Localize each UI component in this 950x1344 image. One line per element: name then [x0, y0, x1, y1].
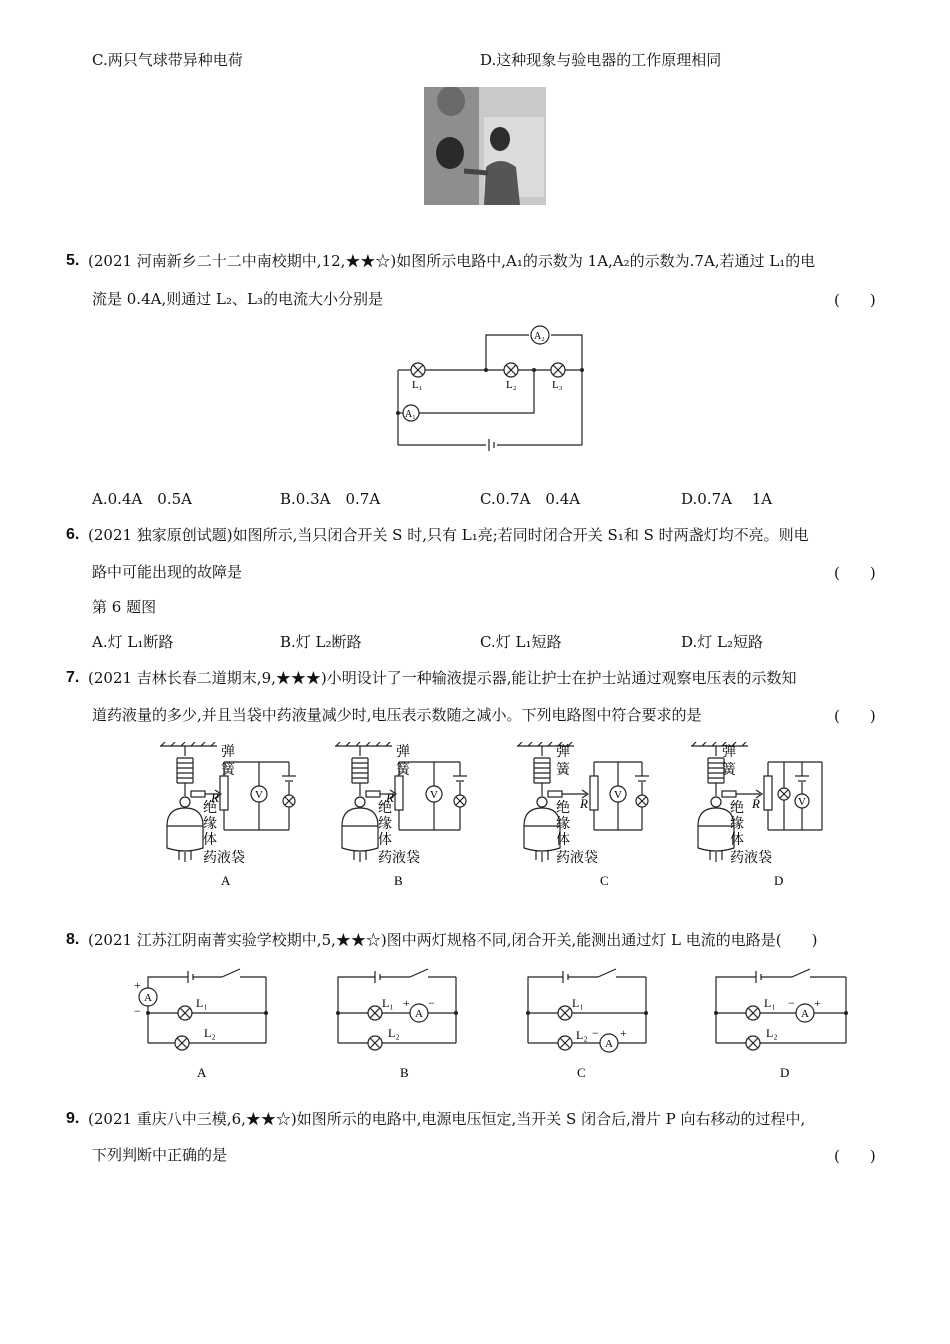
q6-figure-caption: 第 6 题图: [92, 598, 157, 616]
q8b-l1: L₁: [382, 996, 394, 1010]
q6-text-line2: 路中可能出现的故障是: [92, 563, 243, 581]
q6-text-line1: (2021 独家原创试题)如图所示,当只闭合开关 S 时,只有 L₁亮;若同时闭合开关 S₁和 S 时两盏灯均不亮。则电: [88, 526, 809, 544]
q5-option-d: D.0.7A 1A: [681, 490, 773, 508]
q7d-v: V: [798, 796, 806, 808]
q5-answer-paren: ( ): [834, 291, 876, 309]
q8c-plus: +: [620, 1026, 627, 1040]
q7b-ins1: 绝: [378, 801, 392, 816]
q5-label-l2: L₂: [506, 379, 517, 391]
q6-option-a: A.灯 L₁断路: [92, 633, 174, 651]
q7d-ins2: 缘: [730, 817, 744, 832]
q7d-bag: 药液袋: [730, 851, 772, 866]
q7d-ins3: 体: [730, 833, 744, 848]
q7a-ins2: 缘: [203, 817, 217, 832]
q7-text-line1: (2021 吉林长春二道期末,9,★★★)小明设计了一种输液提示器,能让护士在护士站通过观察电压表的示数知: [88, 669, 797, 687]
q8-figure-c: [520, 965, 655, 1083]
q7b-spring1: 弹: [396, 745, 410, 760]
q7-label-a: A: [221, 873, 231, 888]
q7a-ins3: 体: [203, 833, 217, 848]
q8c-ammeter: A: [605, 1038, 613, 1050]
q7-label-d: D: [774, 873, 784, 888]
q7b-spring2: 簧: [396, 763, 410, 778]
q8d-l2: L₂: [766, 1026, 778, 1040]
q7c-spring2: 簧: [556, 763, 570, 778]
q7-label-c: C: [600, 873, 609, 888]
q5-label-a1: A₁: [405, 409, 416, 420]
q7c-ins2: 缘: [556, 817, 570, 832]
q6-number: 6.: [66, 526, 80, 543]
q7a-spring2: 簧: [221, 763, 235, 778]
q7-figure-a: [155, 742, 310, 892]
q5-option-a: A.0.4A 0.5A: [92, 490, 192, 508]
q7c-bag: 药液袋: [556, 851, 598, 866]
q7c-ins1: 绝: [556, 801, 570, 816]
q8a-l1: L₁: [196, 996, 208, 1010]
q7-label-b: B: [394, 873, 403, 888]
q4-option-d: D.这种现象与验电器的工作原理相同: [480, 51, 722, 69]
q8-figure-a: [130, 965, 275, 1083]
q9-number: 9.: [66, 1110, 80, 1127]
q5-circuit-diagram: [385, 323, 590, 453]
q7-text-line2: 道药液量的多少,并且当袋中药液量减少时,电压表示数随之减小。下列电路图中符合要求的是: [92, 706, 702, 724]
q7-figure-b: [330, 742, 485, 892]
q7a-v: V: [255, 789, 263, 801]
q8b-l2: L₂: [388, 1026, 400, 1040]
q5-label-l1: L₁: [412, 379, 423, 391]
q8a-l2: L₂: [204, 1026, 216, 1040]
q8d-ammeter: A: [801, 1008, 809, 1020]
q7c-r: R: [580, 796, 588, 811]
q7d-r: R: [752, 796, 760, 811]
q9-answer-paren: ( ): [834, 1147, 876, 1165]
q8-label-b: B: [400, 1065, 409, 1080]
q5-option-b: B.0.3A 0.7A: [280, 490, 381, 508]
q8-label-a: A: [197, 1065, 207, 1080]
q6-option-c: C.灯 L₁短路: [480, 633, 562, 651]
q7a-bag: 药液袋: [203, 851, 245, 866]
q7-figure-c: [512, 742, 667, 892]
q8d-l1: L₁: [764, 996, 776, 1010]
q7b-ins2: 缘: [378, 817, 392, 832]
q8-figure-d: [708, 965, 853, 1083]
q8b-minus: −: [428, 996, 435, 1010]
q8c-minus: −: [592, 1026, 599, 1040]
q7-figure-d: [686, 742, 846, 892]
q6-option-d: D.灯 L₂短路: [681, 633, 764, 651]
q7-number: 7.: [66, 669, 80, 686]
q7d-spring1: 弹: [722, 745, 736, 760]
q5-option-c: C.0.7A 0.4A: [480, 490, 581, 508]
q8a-ammeter: A: [144, 992, 152, 1004]
q7b-bag: 药液袋: [378, 851, 420, 866]
q9-text-line1: (2021 重庆八中三模,6,★★☆)如图所示的电路中,电源电压恒定,当开关 S 闭合后,滑片 P 向右移动的过程中,: [88, 1110, 806, 1128]
q8-text-line1: (2021 江苏江阴南菁实验学校期中,5,★★☆)图中两灯规格不同,闭合开关,能测出通过灯 L 电流的电路是( ): [88, 931, 818, 949]
q8-figure-b: [330, 965, 465, 1083]
q7d-spring2: 簧: [722, 763, 736, 778]
q7a-spring1: 弹: [221, 745, 235, 760]
q8c-l1: L₁: [572, 996, 584, 1010]
q7-answer-paren: ( ): [834, 707, 876, 725]
q7b-v: V: [430, 789, 438, 801]
q8b-ammeter: A: [415, 1008, 423, 1020]
q6-answer-paren: ( ): [834, 564, 876, 582]
q8c-l2: L₂: [576, 1028, 588, 1042]
q7a-ins1: 绝: [203, 801, 217, 816]
q7c-ins3: 体: [556, 833, 570, 848]
q7d-ins1: 绝: [730, 801, 744, 816]
balloon-photo: [424, 87, 546, 205]
q4-option-c: C.两只气球带异种电荷: [92, 51, 243, 69]
q8-label-d: D: [780, 1065, 790, 1080]
q5-number: 5.: [66, 252, 80, 269]
q7b-r: R: [386, 790, 394, 805]
q5-text-line2: 流是 0.4A,则通过 L₂、L₃的电流大小分别是: [92, 290, 383, 308]
q8d-minus: −: [788, 996, 795, 1010]
q8-label-c: C: [577, 1065, 586, 1080]
q7c-v: V: [614, 789, 622, 801]
q6-option-b: B.灯 L₂断路: [280, 633, 362, 651]
q7a-r: R: [211, 790, 219, 805]
q7c-spring1: 弹: [556, 745, 570, 760]
q8a-plus: +: [134, 978, 141, 992]
q8a-minus: −: [134, 1004, 141, 1018]
q8b-plus: +: [403, 996, 410, 1010]
q8-number: 8.: [66, 931, 80, 948]
q5-label-a2: A₂: [534, 331, 545, 342]
q5-text-line1: (2021 河南新乡二十二中南校期中,12,★★☆)如图所示电路中,A₁的示数为 1A,A₂的示数为.7A,若通过 L₁的电: [88, 252, 816, 270]
q7b-ins3: 体: [378, 833, 392, 848]
q8d-plus: +: [814, 996, 821, 1010]
q5-label-l3: L₃: [552, 379, 563, 391]
q9-text-line2: 下列判断中正确的是: [92, 1146, 228, 1164]
